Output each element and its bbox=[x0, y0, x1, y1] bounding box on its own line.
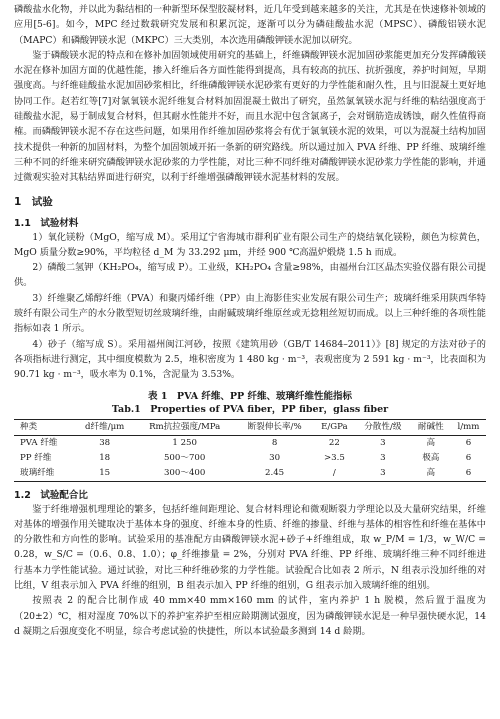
intro-paragraph-2: 鉴于磷酸镁水泥的特点和在修补加固领域使用研究的基础上，纤维磷酸钾镁水泥加固砂浆能更加充分发挥磷酸镁水泥在修补加固方面的优越性能，掺入纤维后各方面性能得到提高，具有较高的抗压、抗折强度，养护时间短，早期强度高。与纤维硅酸盐水泥加固砂浆相比，纤维磷酸钾镁水泥砂浆有更好的力学性能和耐久性，且与旧混凝土更好地协同工作。赵若红等[7]对氯氧镁水泥纤维复合材料加固混凝土做出了研究，虽然氯氧镁水泥与纤维的粘结强度高于硅酸盐水泥，易于制成复合材料，但其耐水性能并不好，而且水泥中包含氯离子，会对钢筋造成锈蚀，耐久性值得商榷。而磷酸钾镁水泥不存在这些问题，如果用作纤维加固砂浆将会有优于氯氧镁水泥的效果，可以为混凝土结构加固技术提供一种新的加固材料，为整个加固领域开拓一条新的研究路线。所以通过加入 PVA 纤维、PP 纤维、玻璃纤维三种不同的纤维来研究磷酸钾镁水泥砂浆的力学性能，对比三种不同纤维对磷酸钾镁水泥砂浆力学性能的影响，并通过微观实验对其粘结界面进行研究，以利于纤维增强磷酸钾镁水泥基材料的发展。 bbox=[14, 49, 486, 184]
table-cell: 8 bbox=[271, 438, 278, 449]
table-header: 耐碱性 bbox=[417, 422, 444, 433]
material-item-2: 2）磷酸二氢钾（KH₂PO₄，缩写成 P）。工业级，KH₂PO₄ 含量≥98%，由福州台江区晶杰实验仪器有限公司提供。 bbox=[14, 262, 486, 289]
table-caption-en: Tab.1 Properties of PVA fiber，PP fiber，glass fiber bbox=[111, 403, 389, 415]
table-cell: 3 bbox=[380, 438, 386, 449]
table-cell: 3 bbox=[380, 468, 386, 479]
table-cell: PP 纤维 bbox=[20, 453, 52, 464]
table-row bbox=[14, 466, 486, 482]
table-cell: 30 bbox=[269, 453, 281, 464]
table-cell: 18 bbox=[99, 453, 111, 464]
table-header: 种类 bbox=[20, 422, 38, 433]
fiber-properties-table bbox=[14, 419, 486, 482]
material-item-4: 4）砂子（缩写成 S）。采用福州闽江河砂，按照《建筑用砂（GB/T 14684–2011）》[8] 规定的方法对砂子的各项指标进行测定，其中细度模数为 2.5，堆积密度为 1 480 kg · m⁻³，表观密度为 2 591 kg · m⁻³，比表面积为 90.71 kg · m⁻³，吸水率为 0.1%，含泥量为 3.53%。 bbox=[14, 338, 486, 381]
table-header: E/GPa bbox=[321, 422, 348, 433]
table-cell: 玻璃纤维 bbox=[20, 468, 55, 479]
table-cell: 6 bbox=[465, 453, 472, 464]
table-cell: PVA 纤维 bbox=[20, 438, 58, 449]
material-item-1: 1）氧化镁粉（MgO，缩写成 M）。采用辽宁省海城市群利矿业有限公司生产的烧结氧化镁粉，颜色为棕黄色，MgO 质量分数≥90%，平均粒径 d_M 为 33.292 μm，并经 900 ℃高温炉煅烧 1.5 h 而成。 bbox=[14, 231, 486, 258]
table-header-row bbox=[14, 419, 486, 435]
table-cell: 高 bbox=[426, 468, 436, 479]
table-cell: 300～400 bbox=[163, 468, 206, 479]
table-cell: 6 bbox=[465, 468, 472, 479]
mix-paragraph-1: 鉴于纤维增强机理理论的繁多，包括纤维间距理论、复合材料理论和微观断裂力学理论以及大量研究结果，纤维对基体的增强作用关键取决于基体本身的强度、纤维本身的性质、纤维的掺量、纤维与基体的相容性和纤维在基体中的分散性和方向性的影响。试验采用的基准配方由磷酸钾镁水泥+砂子+纤维组成，取 w_P/M = 1/3，w_W/C = 0.28，w_S/C =（0.6、0.8、1.0）；φ_纤维掺量 = 2%，分别对 PVA 纤维、PP 纤维、玻璃纤维三种不同纤维进行基本力学性能试验。通过试验，对比三种纤维砂浆的力学性能。试验配合比如表 2 所示，N 组表示没加纤维的对比组，V 组表示加入 PVA 纤维的组别，B 组表示加入 PP 纤维的组别，G 组表示加入玻璃纤维的组别。 bbox=[14, 503, 486, 592]
subsection-heading-mix: 1.2 试验配合比 bbox=[14, 489, 88, 501]
table-header: 断裂伸长率/% bbox=[247, 422, 302, 433]
table-header: Rm抗拉强度/MPa bbox=[149, 422, 221, 433]
table-cell: >3.5 bbox=[323, 453, 345, 464]
table-cell: 15 bbox=[99, 468, 111, 479]
table-cell: 3 bbox=[380, 453, 386, 464]
table-header: d纤维/μm bbox=[85, 422, 125, 433]
table-cell: 500～700 bbox=[163, 453, 206, 464]
subsection-heading-materials: 1.1 试验材料 bbox=[14, 217, 79, 229]
table-row bbox=[14, 451, 486, 466]
table-cell: / bbox=[332, 468, 336, 479]
table-cell: 2.45 bbox=[265, 468, 285, 479]
table-caption-cn: 表 1 PVA 纤维、PP 纤维、玻璃纤维性能指标 bbox=[148, 390, 352, 402]
table-cell: 极高 bbox=[422, 453, 440, 464]
mix-paragraph-2: 按照表 2 的配合比制作成 40 mm×40 mm×160 mm 的试件，室内养护 1 h 脱模，然后置于温度为（20±2）℃，相对湿度 70%以下的养护室养护至相应龄期测试强度，因为磷酸钾镁水泥是一种早强快硬水泥，14 d 凝期之后强度变化不明显，综合考虑试验的快捷性，所以本试验最多测到 14 d 龄期。 bbox=[14, 595, 486, 637]
table-row bbox=[14, 435, 486, 451]
table-header: 分散性/级 bbox=[364, 422, 402, 433]
table-header: l/mm bbox=[457, 422, 480, 433]
intro-paragraph-1: 磷酸盐水化物，并以此为黏结相的一种新型环保型胶凝材料，近几年受到越来越多的关注，尤其是在快速修补领域的应用[5-6]。如今，MPC 经过数载研究发展和积累沉淀，逐渐可以分为磷硅酸盐水泥（MPSC）、磷酸铝镁水泥（MAPC）和磷酸钾镁水泥（MKPC）三大类别，本次选用磷酸钾镁水泥加以研究。 bbox=[14, 4, 486, 46]
table-cell: 6 bbox=[465, 438, 472, 449]
material-item-3: 3）纤维聚乙烯醇纤维（PVA）和聚丙烯纤维（PP）由上海影佳实业发展有限公司生产；玻璃纤维采用陕西华特玻纤有限公司生产的水分散型短切丝玻璃纤维，由耐碱玻璃纤维原丝或无捻粗丝短切而成。以上三种纤维的各项性能指标如表 1 所示。 bbox=[14, 292, 486, 335]
table-cell: 高 bbox=[426, 438, 436, 449]
section-heading: 1 试验 bbox=[14, 195, 53, 208]
table-cell: 38 bbox=[99, 438, 111, 449]
table-cell: 1 250 bbox=[172, 438, 197, 449]
table-cell: 22 bbox=[328, 438, 340, 449]
